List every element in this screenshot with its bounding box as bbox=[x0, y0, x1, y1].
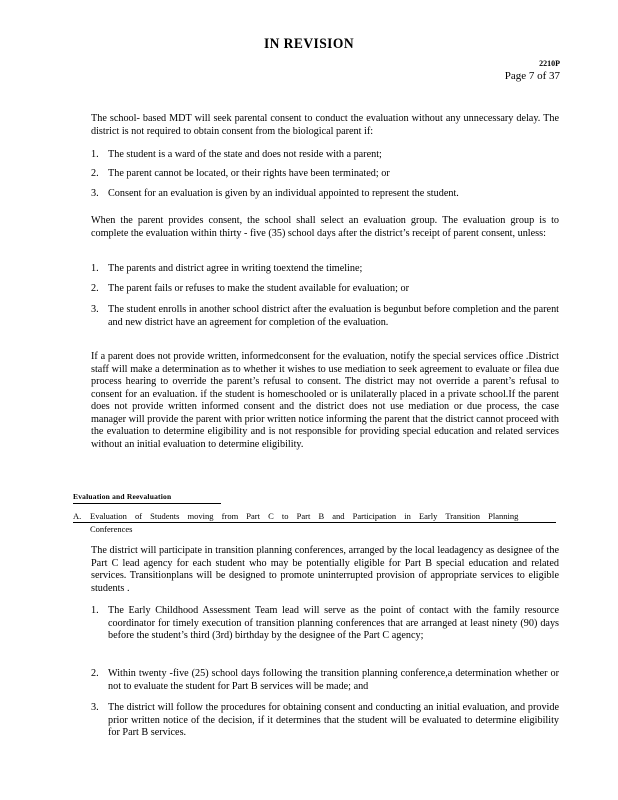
list-number: 1. bbox=[91, 263, 99, 274]
list-number: 3. bbox=[91, 188, 99, 199]
subsection-text: Evaluation of Students moving from Part C to Part B and Participation in Early Transition Planning Conferences bbox=[90, 511, 519, 534]
list-text: Within twenty -five (25) school days following the transition planning conference,a determination whether or not to evaluate the student for Part B services will be made; and bbox=[108, 668, 559, 692]
policy-code: 2210P bbox=[539, 59, 560, 68]
list-number: 1. bbox=[91, 605, 99, 616]
intro-list-item bbox=[91, 168, 559, 181]
list-text: The district will follow the procedures for obtaining consent and conducting an initial evaluation, and provide prior written notice of the decision, if it determines that the student will be evaluated to determine eligibility for Part B services. bbox=[108, 702, 559, 738]
intro-list-item bbox=[91, 149, 559, 162]
section-heading: Evaluation and Reevaluation bbox=[73, 492, 172, 501]
transition-paragraph: The district will participate in transition planning conferences, arranged by the local leadagency as designee of the Part C lead agency for each student who may be potentially eligible for Part B special education and related services. Transitionplans will be designed to promote uninterrupted provision of appropriate services to eligible students . bbox=[91, 545, 559, 594]
transition-list-item bbox=[91, 702, 559, 740]
list-number: 2. bbox=[91, 168, 99, 179]
list-text: The parent fails or refuses to make the student available for evaluation; or bbox=[108, 283, 409, 294]
list-text: The student is a ward of the state and does not reside with a parent; bbox=[108, 149, 382, 160]
consent-list-item bbox=[91, 304, 559, 329]
consent-paragraph: When the parent provides consent, the school shall select an evaluation group. The evaluation group is to complete the evaluation within thirty - five (35) school days after the district’s receipt of parent consent, unless: bbox=[91, 215, 559, 239]
list-number: 2. bbox=[91, 668, 99, 679]
list-text: The Early Childhood Assessment Team lead will serve as the point of contact with the family resource coordinator for timely execution of transition planning conferences that are arranged at least ninety (90) days before the student’s third (3rd) birthday by the designee of the Part C agency; bbox=[108, 605, 559, 641]
intro-paragraph: The school- based MDT will seek parental consent to conduct the evaluation without any unnecessary delay. The district is not required to obtain consent from the biological parent if: bbox=[91, 113, 559, 137]
page-number: Page 7 of 37 bbox=[504, 70, 560, 82]
transition-list-item bbox=[91, 668, 559, 693]
no-consent-paragraph: If a parent does not provide written, informedconsent for the evaluation, notify the special services office .District staff will make a determination as to whether it wishes to use mediation to seek agreement to evaluate or filea due process hearing to override the parent’s refusal to consent. The district may not override a parent’s refusal to consent for an evaluation. if the student is homeschooled or is unilaterally placed in a private school.If the parent does not provide written informed consent and the district does not use mediation or due process, the case manager will provide the parent with prior written notice informing the parent that the district cannot proceed with the evaluation to determine eligibility and is not responsible for providing special education and related services without an initial evaluation to determine eligibility. bbox=[91, 351, 559, 450]
divider bbox=[73, 522, 556, 523]
consent-list-item bbox=[91, 283, 559, 296]
document-status-title: IN REVISION bbox=[263, 36, 355, 52]
list-number: 3. bbox=[91, 702, 99, 713]
list-text: The parents and district agree in writing toextend the timeline; bbox=[108, 263, 363, 274]
list-number: 2. bbox=[91, 283, 99, 294]
list-text: Consent for an evaluation is given by an individual appointed to represent the student. bbox=[108, 188, 459, 199]
subsection-title bbox=[73, 510, 557, 536]
list-number: 1. bbox=[91, 149, 99, 160]
divider bbox=[73, 503, 221, 504]
list-number: 3. bbox=[91, 304, 99, 315]
consent-list-item bbox=[91, 263, 559, 276]
list-text: The student enrolls in another school district after the evaluation is begunbut before completion and the parent and new district have an agreement for completion of the evaluation. bbox=[108, 304, 559, 328]
subsection-letter: A. bbox=[73, 511, 82, 521]
transition-list-item bbox=[91, 605, 559, 643]
intro-list-item bbox=[91, 188, 559, 201]
list-text: The parent cannot be located, or their rights have been terminated; or bbox=[108, 168, 390, 179]
